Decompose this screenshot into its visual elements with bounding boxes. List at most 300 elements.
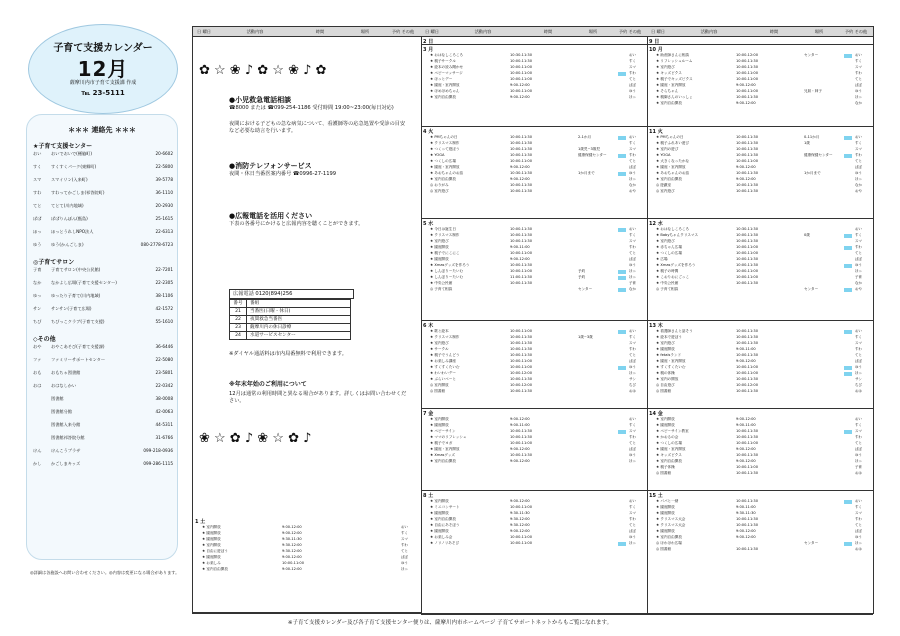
event-name: ★ つくしの広場 [430, 159, 456, 163]
event-row [430, 281, 647, 286]
contact-row [33, 370, 173, 383]
event-time: 10:00-11:30 [736, 65, 759, 69]
event-note [350, 525, 390, 530]
contact-tel: 38-0008 [155, 396, 173, 401]
day-label: 7 金 [423, 411, 434, 417]
event-time: 9:30-12:00 [510, 517, 530, 521]
reservation-spacer [844, 251, 852, 255]
contact-name: おもちゃ図書館 [51, 370, 81, 375]
contact-name: 図書館祁答院分館 [51, 435, 85, 440]
event-time: 9:00-12:00 [510, 499, 530, 503]
event-time: 9:00-11:00 [736, 347, 756, 351]
event-note [578, 233, 618, 238]
reservation-marker [844, 264, 852, 268]
event-row [656, 423, 873, 428]
reservation-spacer [844, 183, 852, 187]
event-name: ★ 園庭・室内開放 [656, 83, 686, 87]
event-facility: おや [628, 189, 636, 193]
event-name: ◎ 図書館 [656, 389, 672, 393]
contact-name: 子育てサロン(中央公民館) [51, 267, 101, 272]
event-time: 10:30-11:30 [736, 227, 759, 231]
event-note [578, 535, 618, 540]
event-row [202, 537, 421, 542]
reservation-spacer [844, 417, 852, 421]
contact-tel: 20-6602 [155, 151, 173, 156]
event-facility: てと [628, 441, 636, 445]
event-row [656, 535, 873, 540]
event-facility: てと [628, 159, 636, 163]
contact-name: スマイリン(入来町) [51, 177, 88, 182]
event-name: ★ ベビーマッサージ [430, 71, 463, 75]
event-note [804, 353, 844, 358]
event-note [578, 71, 618, 76]
event-note [578, 245, 618, 250]
event-row [430, 389, 647, 394]
broadcast-row [230, 308, 350, 316]
event-time: 10:00-11:30 [736, 471, 759, 475]
event-name: ★ つくしの広場 [656, 441, 682, 445]
event-row [656, 377, 873, 382]
reservation-spacer [618, 141, 626, 145]
event-note [578, 59, 618, 64]
reservation-spacer [618, 535, 626, 539]
contact-row [33, 383, 173, 396]
event-name: ★ 歌と絵本 [430, 329, 449, 333]
event-note [578, 517, 618, 522]
reservation-marker [618, 366, 626, 370]
event-row [656, 233, 873, 238]
event-name: ★ クリスマス制作 [430, 233, 460, 237]
event-note [804, 83, 844, 88]
event-name: ★ パパと一緒 [656, 499, 679, 503]
event-time: 10:00-11:00 [736, 465, 759, 469]
reservation-marker [844, 154, 852, 158]
event-note [804, 281, 844, 286]
event-note [804, 275, 844, 280]
contact-tel: 55-1610 [155, 319, 173, 324]
reservation-spacer [618, 159, 626, 163]
day-cell [647, 219, 873, 321]
event-note [804, 459, 844, 464]
event-facility: スマ [628, 429, 636, 433]
event-time: 9:00-12:00 [510, 529, 530, 533]
event-facility: ゆう [854, 453, 862, 457]
day-label: 1 土 [195, 519, 206, 525]
reservation-marker [844, 136, 852, 140]
event-name: ★ 親子体操 [656, 465, 675, 469]
event-time: 10:00-11:30 [736, 523, 759, 527]
event-row [430, 153, 647, 158]
day-cell [647, 45, 873, 127]
reservation-spacer [390, 531, 398, 535]
contact-key: おも [33, 370, 42, 375]
event-row [656, 511, 873, 516]
event-name: ★ 園庭開放 [430, 423, 449, 427]
event-name: ◎ 遊戯室 [656, 183, 672, 187]
event-note [578, 523, 618, 528]
event-row [656, 541, 873, 546]
event-note [350, 561, 390, 566]
calendar-column-3 [647, 27, 873, 613]
left-note: ◎詳細は各施設へお問い合わせください。◎内容は変更になる場合があります。 [30, 570, 180, 575]
contact-name: サンサン(子育て広場) [51, 306, 92, 311]
event-row [656, 83, 873, 88]
event-time: 10:00-11:30 [510, 153, 533, 157]
event-note: センター [804, 287, 819, 291]
event-row [430, 541, 647, 546]
event-name: ★ ママのリフレッシュ [430, 435, 467, 439]
event-name: ★ 室内開放 [430, 499, 449, 503]
contact-key: すく [33, 164, 42, 169]
event-row [656, 159, 873, 164]
contact-name: ぱぱりんぼん(甑島) [51, 216, 88, 221]
event-name: ★ お楽しみ会 [430, 535, 453, 539]
event-row [430, 335, 647, 340]
event-row [656, 263, 873, 268]
reservation-marker [844, 246, 852, 250]
event-name: ★ つくって遊ぼう [430, 147, 460, 151]
event-row [430, 141, 647, 146]
event-name: ★ しんぼりーたいむ [430, 269, 464, 273]
contact-key: けん [33, 448, 42, 453]
event-note [804, 95, 844, 100]
contact-row [33, 409, 173, 422]
event-note [578, 383, 618, 388]
event-name: ★ こおりおにごっこ [656, 275, 690, 279]
broadcast-number: 22 [230, 316, 247, 323]
event-facility: ぱぱ [628, 359, 636, 363]
reservation-marker [844, 366, 852, 370]
broadcast-program: 夜間救急当番医 [250, 317, 283, 322]
event-name: ★ 室内の遊び [656, 147, 679, 151]
event-row [656, 147, 873, 152]
header-time: 時間 [543, 29, 553, 34]
event-facility: すわ [628, 153, 636, 157]
event-row [430, 65, 647, 70]
reservation-marker [844, 430, 852, 434]
reservation-spacer [844, 95, 852, 99]
event-note: 2-1か月 [578, 135, 592, 139]
event-note [578, 505, 618, 510]
event-note [804, 359, 844, 364]
event-name: ★ つくしの広場 [656, 251, 682, 255]
event-row [430, 441, 647, 446]
event-name: ★ 園庭開放 [202, 531, 221, 535]
event-note [804, 347, 844, 352]
event-note [578, 95, 618, 100]
contact-key: ぱぱ [33, 216, 42, 221]
reservation-spacer [618, 233, 626, 237]
event-name: ★ 親子サークル [430, 59, 456, 63]
reservation-spacer [390, 561, 398, 565]
event-note [578, 239, 618, 244]
event-name: ★ 室内開放 [202, 525, 221, 529]
event-name: ★ 園庭・室内開放 [430, 165, 460, 169]
event-note [350, 555, 390, 560]
event-note [350, 549, 390, 554]
event-time: 10:00-11:30 [736, 141, 759, 145]
event-row [430, 159, 647, 164]
event-row [430, 165, 647, 170]
event-facility: すく [854, 233, 862, 237]
contact-row [33, 242, 173, 255]
event-facility: おは [854, 471, 862, 475]
event-row [656, 435, 873, 440]
contact-key: ゆう [33, 242, 42, 247]
reservation-marker [844, 54, 852, 58]
event-facility: なか [854, 281, 862, 285]
reservation-spacer [844, 335, 852, 339]
day-cell [421, 45, 647, 127]
event-row [656, 171, 873, 176]
event-time: 9:30-12:00 [282, 549, 302, 553]
event-time: 10:00-11:30 [510, 335, 533, 339]
event-time: 10:00-11:00 [736, 77, 759, 81]
event-time: 10:00-11:30 [736, 341, 759, 345]
event-row [656, 95, 873, 100]
event-time: 10:30-11:30 [510, 53, 533, 57]
event-name: ★ 室内自由開放 [430, 517, 456, 521]
event-row [656, 329, 873, 334]
event-row [430, 435, 647, 440]
event-name: ◎ 子育て相談 [656, 287, 679, 291]
event-row [430, 417, 647, 422]
event-name: ★ 室内自由開放 [430, 177, 456, 181]
event-facility: てと [628, 353, 636, 357]
header-place: 場所 [814, 29, 824, 34]
event-name: ★ 室内自由開放 [202, 567, 228, 571]
contact-row [33, 216, 173, 229]
event-time [736, 287, 804, 292]
day-cell [647, 127, 873, 219]
event-note: 1歳~3歳 [578, 335, 593, 339]
contact-key: てと [33, 203, 42, 208]
event-time: 10:00-11:30 [736, 59, 759, 63]
event-name: ★ PMちゃんの日 [430, 135, 458, 139]
event-time: 9:30-11:30 [282, 537, 302, 541]
reservation-spacer [618, 263, 626, 267]
event-name: ★ わいわいデー [430, 371, 456, 375]
event-facility: おい [854, 227, 862, 231]
month-label: 12月 [77, 57, 129, 81]
event-facility: すわ [854, 435, 862, 439]
event-name: ★ 親子の時間 [656, 269, 679, 273]
event-name: ★ ほめほめちゃん [430, 89, 460, 93]
event-time: 10:00-11:30 [736, 135, 759, 139]
event-row [656, 141, 873, 146]
event-name: ★ 親子でにこにこ [430, 251, 460, 255]
contact-tel: 22-5800 [155, 164, 173, 169]
event-row [656, 365, 873, 370]
event-name: ★ おはなしころころ [656, 227, 690, 231]
event-row [656, 89, 873, 94]
event-row [430, 377, 647, 382]
contact-tel: 42-1572 [155, 306, 173, 311]
event-time: 10:00-11:30 [510, 227, 533, 231]
contact-key [33, 435, 51, 448]
reservation-spacer [618, 147, 626, 151]
header-day: 日 曜日 [651, 29, 665, 34]
event-name: ★ 園庭開放 [656, 505, 675, 509]
reservation-marker [618, 288, 626, 292]
event-note [804, 71, 844, 76]
event-note [350, 537, 390, 542]
reservation-spacer [618, 459, 626, 463]
contact-key: すわ [33, 190, 42, 195]
event-facility: すく [628, 505, 636, 509]
reservation-spacer [844, 441, 852, 445]
reservation-spacer [618, 417, 626, 421]
reservation-spacer [844, 341, 852, 345]
contacts-heading: ＊＊＊ 連絡先 ＊＊＊ [68, 126, 136, 134]
event-time: 10:00-11:00 [736, 441, 759, 445]
reservation-spacer [618, 65, 626, 69]
reservation-spacer [844, 505, 852, 509]
event-row [656, 227, 873, 232]
event-facility: ほっ [628, 541, 636, 545]
event-facility: てと [400, 549, 408, 553]
event-note [578, 329, 618, 334]
day-cell [193, 517, 421, 613]
event-note [804, 329, 844, 334]
event-note [350, 543, 390, 548]
contact-tel: 22-7201 [155, 267, 173, 272]
broadcast-program: 当番医(日曜・休日) [250, 309, 291, 314]
event-row [656, 441, 873, 446]
event-facility: おい [854, 53, 862, 57]
event-note: 健康保健センター [578, 153, 607, 157]
event-note [578, 165, 618, 170]
event-name: ★ しんぼりーたいむ [430, 275, 464, 279]
reservation-marker [618, 276, 626, 280]
event-time: 10:00-11:00 [510, 65, 533, 69]
event-time: 10:00-11:30 [736, 263, 759, 267]
event-name: ★ 園庭開放 [656, 529, 675, 533]
event-row [430, 135, 647, 140]
event-note [578, 429, 618, 434]
event-facility: すわ [854, 517, 862, 521]
event-facility: ゆう [628, 535, 636, 539]
event-name: ★ クリスマス大会 [656, 523, 686, 527]
event-note [578, 389, 618, 394]
event-row [656, 335, 873, 340]
event-row [430, 511, 647, 516]
contact-tel: 36-1110 [155, 190, 173, 195]
reservation-spacer [844, 353, 852, 357]
broadcast-program: 水道サービスセンター [250, 333, 296, 338]
event-note [578, 353, 618, 358]
contact-tel: 22-6313 [155, 229, 173, 234]
info-text-3: 夜間・休日当番医案内番号 ☎0996-27-1199 [229, 171, 337, 177]
event-row [430, 245, 647, 250]
contact-key: ほっ [33, 229, 42, 234]
event-time: 10:00-11:30 [736, 281, 759, 285]
event-facility: スマ [854, 65, 862, 69]
broadcast-table [229, 299, 351, 340]
event-row [430, 239, 647, 244]
event-facility: おい [628, 53, 636, 57]
event-time: 10:00-11:00 [736, 365, 759, 369]
event-note [578, 417, 618, 422]
info-text-2: 夜間における子どもの急な病気について、看護師等の応急処置や受診の目安など必要な助言を行います。 [229, 121, 406, 134]
event-facility: おい [854, 499, 862, 503]
contact-row [33, 319, 173, 332]
event-name: ★ Xmasグッズ [430, 453, 456, 457]
event-name: ★ Xmasグッズを作ろう [656, 263, 696, 267]
event-time: 10:00-11:00 [510, 159, 533, 163]
contact-key: おい [33, 151, 42, 156]
event-facility: てと [628, 77, 636, 81]
reservation-spacer [618, 95, 626, 99]
event-row [656, 417, 873, 422]
footer-note: ※子育て支援カレンダー及び各子育て支援センター便りは、薩摩川内市ホームページ 子育てサポートネットからもご覧になれます。 [287, 620, 613, 626]
info-heading-3: ●広報電話を活用ください [229, 212, 313, 220]
event-name: ★ すくすくたいむ [656, 365, 686, 369]
event-time: 10:00-11:30 [510, 429, 533, 433]
reservation-marker [844, 500, 852, 504]
reservation-spacer [618, 83, 626, 87]
event-time: 10:00-11:30 [736, 547, 759, 551]
event-facility: スマ [854, 239, 862, 243]
day-label: 12 水 [649, 221, 663, 227]
event-row [656, 71, 873, 76]
event-time: 10:00-11:00 [510, 329, 533, 333]
contact-name: けんこうプラザ [51, 448, 81, 453]
event-name: ◎ ほわほわ広場 [656, 541, 682, 545]
reservation-spacer [390, 543, 398, 547]
day-label: 5 水 [423, 221, 434, 227]
event-row [656, 453, 873, 458]
event-time: 10:00-11:00 [736, 71, 759, 75]
event-facility: おい [854, 417, 862, 421]
reservation-spacer [618, 239, 626, 243]
event-row [430, 371, 647, 376]
event-row [430, 77, 647, 82]
event-facility: おや [854, 287, 862, 291]
event-time: 10:00-11:00 [736, 159, 759, 163]
event-time: 10:00-11:30 [510, 435, 533, 439]
event-note [804, 377, 844, 382]
event-time: 10:00-11:30 [736, 189, 759, 193]
event-note [804, 239, 844, 244]
contact-name: てとて(川内地域) [51, 203, 84, 208]
event-note [578, 159, 618, 164]
event-note [804, 177, 844, 182]
event-note [578, 359, 618, 364]
event-note [578, 511, 618, 516]
event-row [430, 189, 647, 194]
event-facility: ちび [628, 383, 636, 387]
event-note: 1か月まで [578, 171, 595, 175]
event-name: ★ ノリノリあそび [430, 541, 460, 545]
contact-tel: 39-5778 [155, 177, 173, 182]
event-row [430, 269, 647, 274]
event-note [804, 417, 844, 422]
event-row [202, 543, 421, 548]
event-facility: おい [628, 227, 636, 231]
event-row [430, 227, 647, 232]
reservation-spacer [844, 171, 852, 175]
event-facility: ぱぱ [400, 555, 408, 559]
event-row [430, 535, 647, 540]
reservation-spacer [844, 147, 852, 151]
contact-name: 図書館入来分館 [51, 422, 81, 427]
contact-name: ほっとうれしNPO法人 [51, 229, 94, 234]
event-facility: ぱぱ [854, 257, 862, 261]
reservation-spacer [618, 511, 626, 515]
event-row [656, 65, 873, 70]
event-time: 10:00-11:30 [510, 353, 533, 357]
